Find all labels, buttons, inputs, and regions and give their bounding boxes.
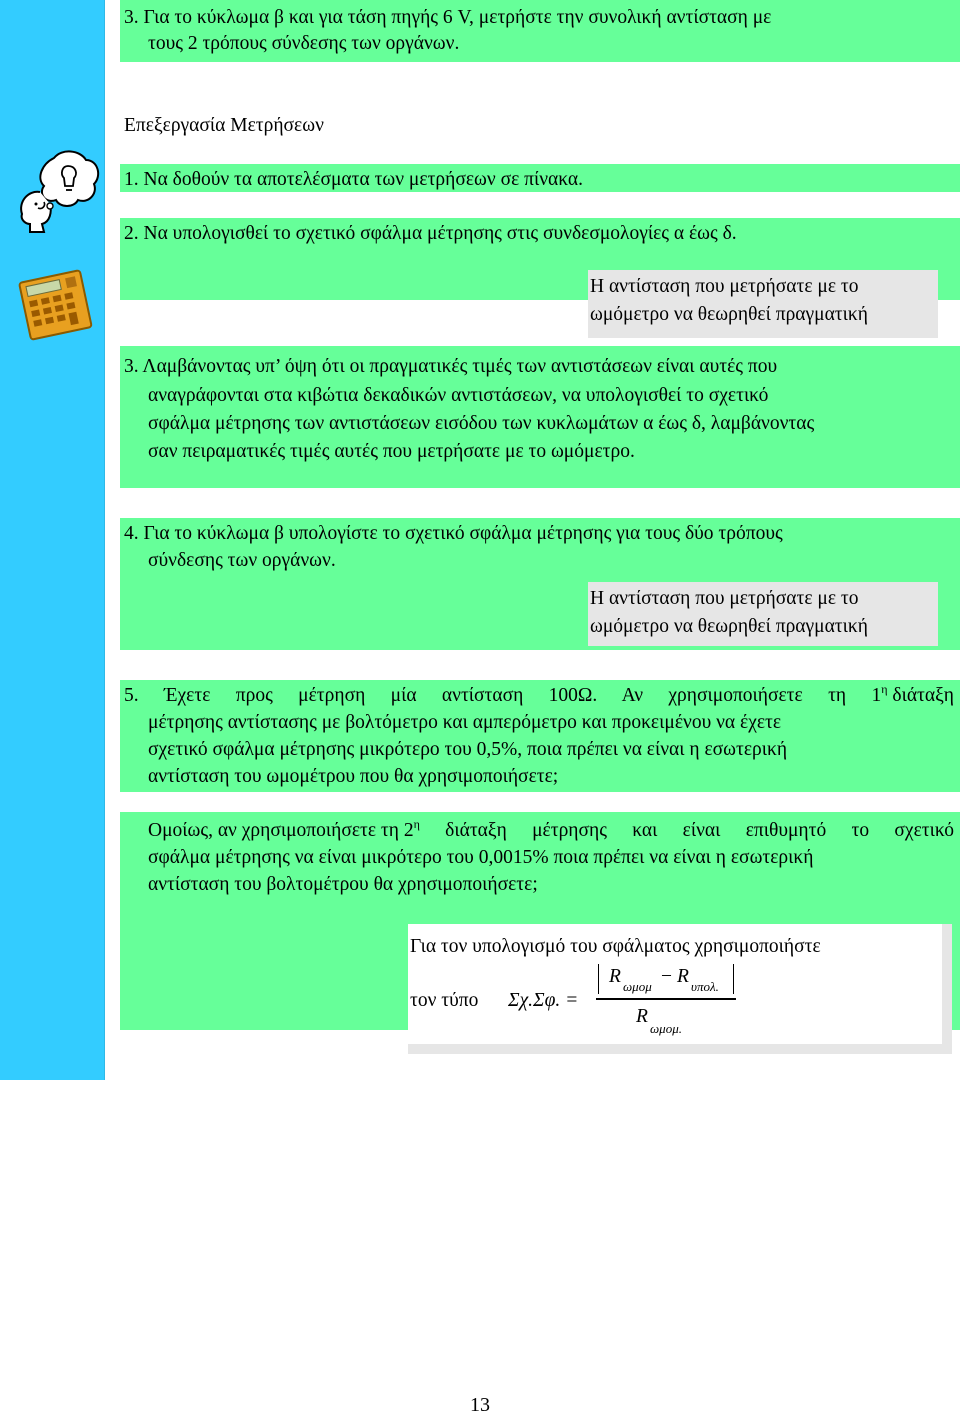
thinking-head-lightbulb-icon bbox=[10, 146, 102, 238]
note-2-line-2: ωμόμετρο να θεωρηθεί πραγματική bbox=[590, 616, 868, 637]
formula-numerator bbox=[598, 964, 734, 994]
q3-line-1: 3. Για το κύκλωμα β και για τάση πηγής 6 V, μετρήστε την συνολική αντίσταση με bbox=[124, 7, 772, 28]
formula-lhs: Σχ.Σφ. = bbox=[508, 990, 579, 1011]
formula-prefix: τον τύπο bbox=[410, 990, 479, 1011]
item-4-line-2: σύνδεσης των οργάνων. bbox=[148, 550, 336, 571]
item-5b-superscript: η bbox=[413, 817, 420, 831]
denominator-r: R bbox=[636, 1006, 648, 1027]
item-5-line-1-end: διάταξη bbox=[887, 685, 954, 706]
item-1: 1. Να δοθούν τα αποτελέσματα των μετρήσεων σε πίνακα. bbox=[124, 169, 584, 190]
item-3-line-2: αναγράφονται στα κιβώτια δεκαδικών αντιστάσεων, να υπολογισθεί το σχετικό bbox=[148, 385, 769, 406]
item-4-line-1: 4. Για το κύκλωμα β υπολογίστε το σχετικό σφάλμα μέτρησης για τους δύο τρόπους bbox=[124, 523, 783, 544]
item-3-line-4: σαν πειραματικές τιμές αυτές που μετρήσατε με το ωμόμετρο. bbox=[148, 441, 635, 462]
item-3-line-3: σφάλμα μέτρησης των αντιστάσεων εισόδου των κυκλωμάτων α έως δ, λαμβάνοντας bbox=[148, 413, 815, 434]
page-number: 13 bbox=[470, 1394, 490, 1416]
item-3-line-1: 3. Λαμβάνοντας υπ’ όψη ότι οι πραγματικές τιμές των αντιστάσεων είναι αυτές που bbox=[124, 356, 778, 377]
item-5-line-2: μέτρησης αντίστασης με βολτόμετρο και αμπερόμετρο και προκειμένου να έχετε bbox=[148, 712, 782, 733]
numerator-sub2: υπολ. bbox=[691, 979, 719, 994]
numerator-sub1: ωμομ bbox=[623, 979, 652, 994]
note-1-line-2: ωμόμετρο να θεωρηθεί πραγματική bbox=[590, 304, 868, 325]
item-5-line-3: σχετικό σφάλμα μέτρησης μικρότερο του 0,5%, ποια πρέπει να είναι η εσωτερική bbox=[148, 739, 788, 760]
item-5b-line-3: αντίσταση του βολτομέτρου θα χρησιμοποιήσετε; bbox=[148, 874, 538, 895]
item-5-line-1 bbox=[124, 683, 954, 709]
section-heading: Επεξεργασία Μετρήσεων bbox=[124, 115, 324, 136]
calculator-icon bbox=[14, 262, 96, 344]
item-5-line-4: αντίσταση του ωμομέτρου που θα χρησιμοποιήσετε; bbox=[148, 766, 559, 787]
item-5b-line-2: σφάλμα μέτρησης να είναι μικρότερο του 0,0015% ποια πρέπει να είναι η εσωτερική bbox=[148, 847, 814, 868]
numerator-minus: − bbox=[661, 966, 672, 987]
numerator-r1: R bbox=[609, 966, 621, 987]
item-5b-line-1-end: διάταξη μέτρησης και είναι επιθυμητό το σχετικό bbox=[419, 820, 954, 841]
fraction-bar bbox=[596, 998, 736, 1000]
item-5-line-1-start: 5. Έχετε προς μέτρηση μία αντίσταση 100Ω. Αν χρησιμοποιήσετε τη 1 bbox=[124, 685, 882, 706]
denominator-sub: ωμομ. bbox=[650, 1021, 682, 1036]
note-1-line-1: Η αντίσταση που μετρήσατε με το bbox=[590, 276, 859, 297]
item-5b-line-1-start: Ομοίως, αν χρησιμοποιήσετε τη 2 bbox=[148, 820, 414, 841]
formula-intro: Για τον υπολογισμό του σφάλματος χρησιμοποιήστε bbox=[410, 936, 821, 957]
q3-line-2: τους 2 τρόπους σύνδεσης των οργάνων. bbox=[148, 33, 460, 54]
note-2-line-1: Η αντίσταση που μετρήσατε με το bbox=[590, 588, 859, 609]
item-2: 2. Να υπολογισθεί το σχετικό σφάλμα μέτρησης στις συνδεσμολογίες α έως δ. bbox=[124, 223, 737, 244]
item-5b-line-1 bbox=[148, 818, 954, 844]
numerator-r2: R bbox=[677, 966, 689, 987]
item-5-superscript: η bbox=[881, 682, 888, 696]
formula-denominator bbox=[620, 1004, 720, 1034]
